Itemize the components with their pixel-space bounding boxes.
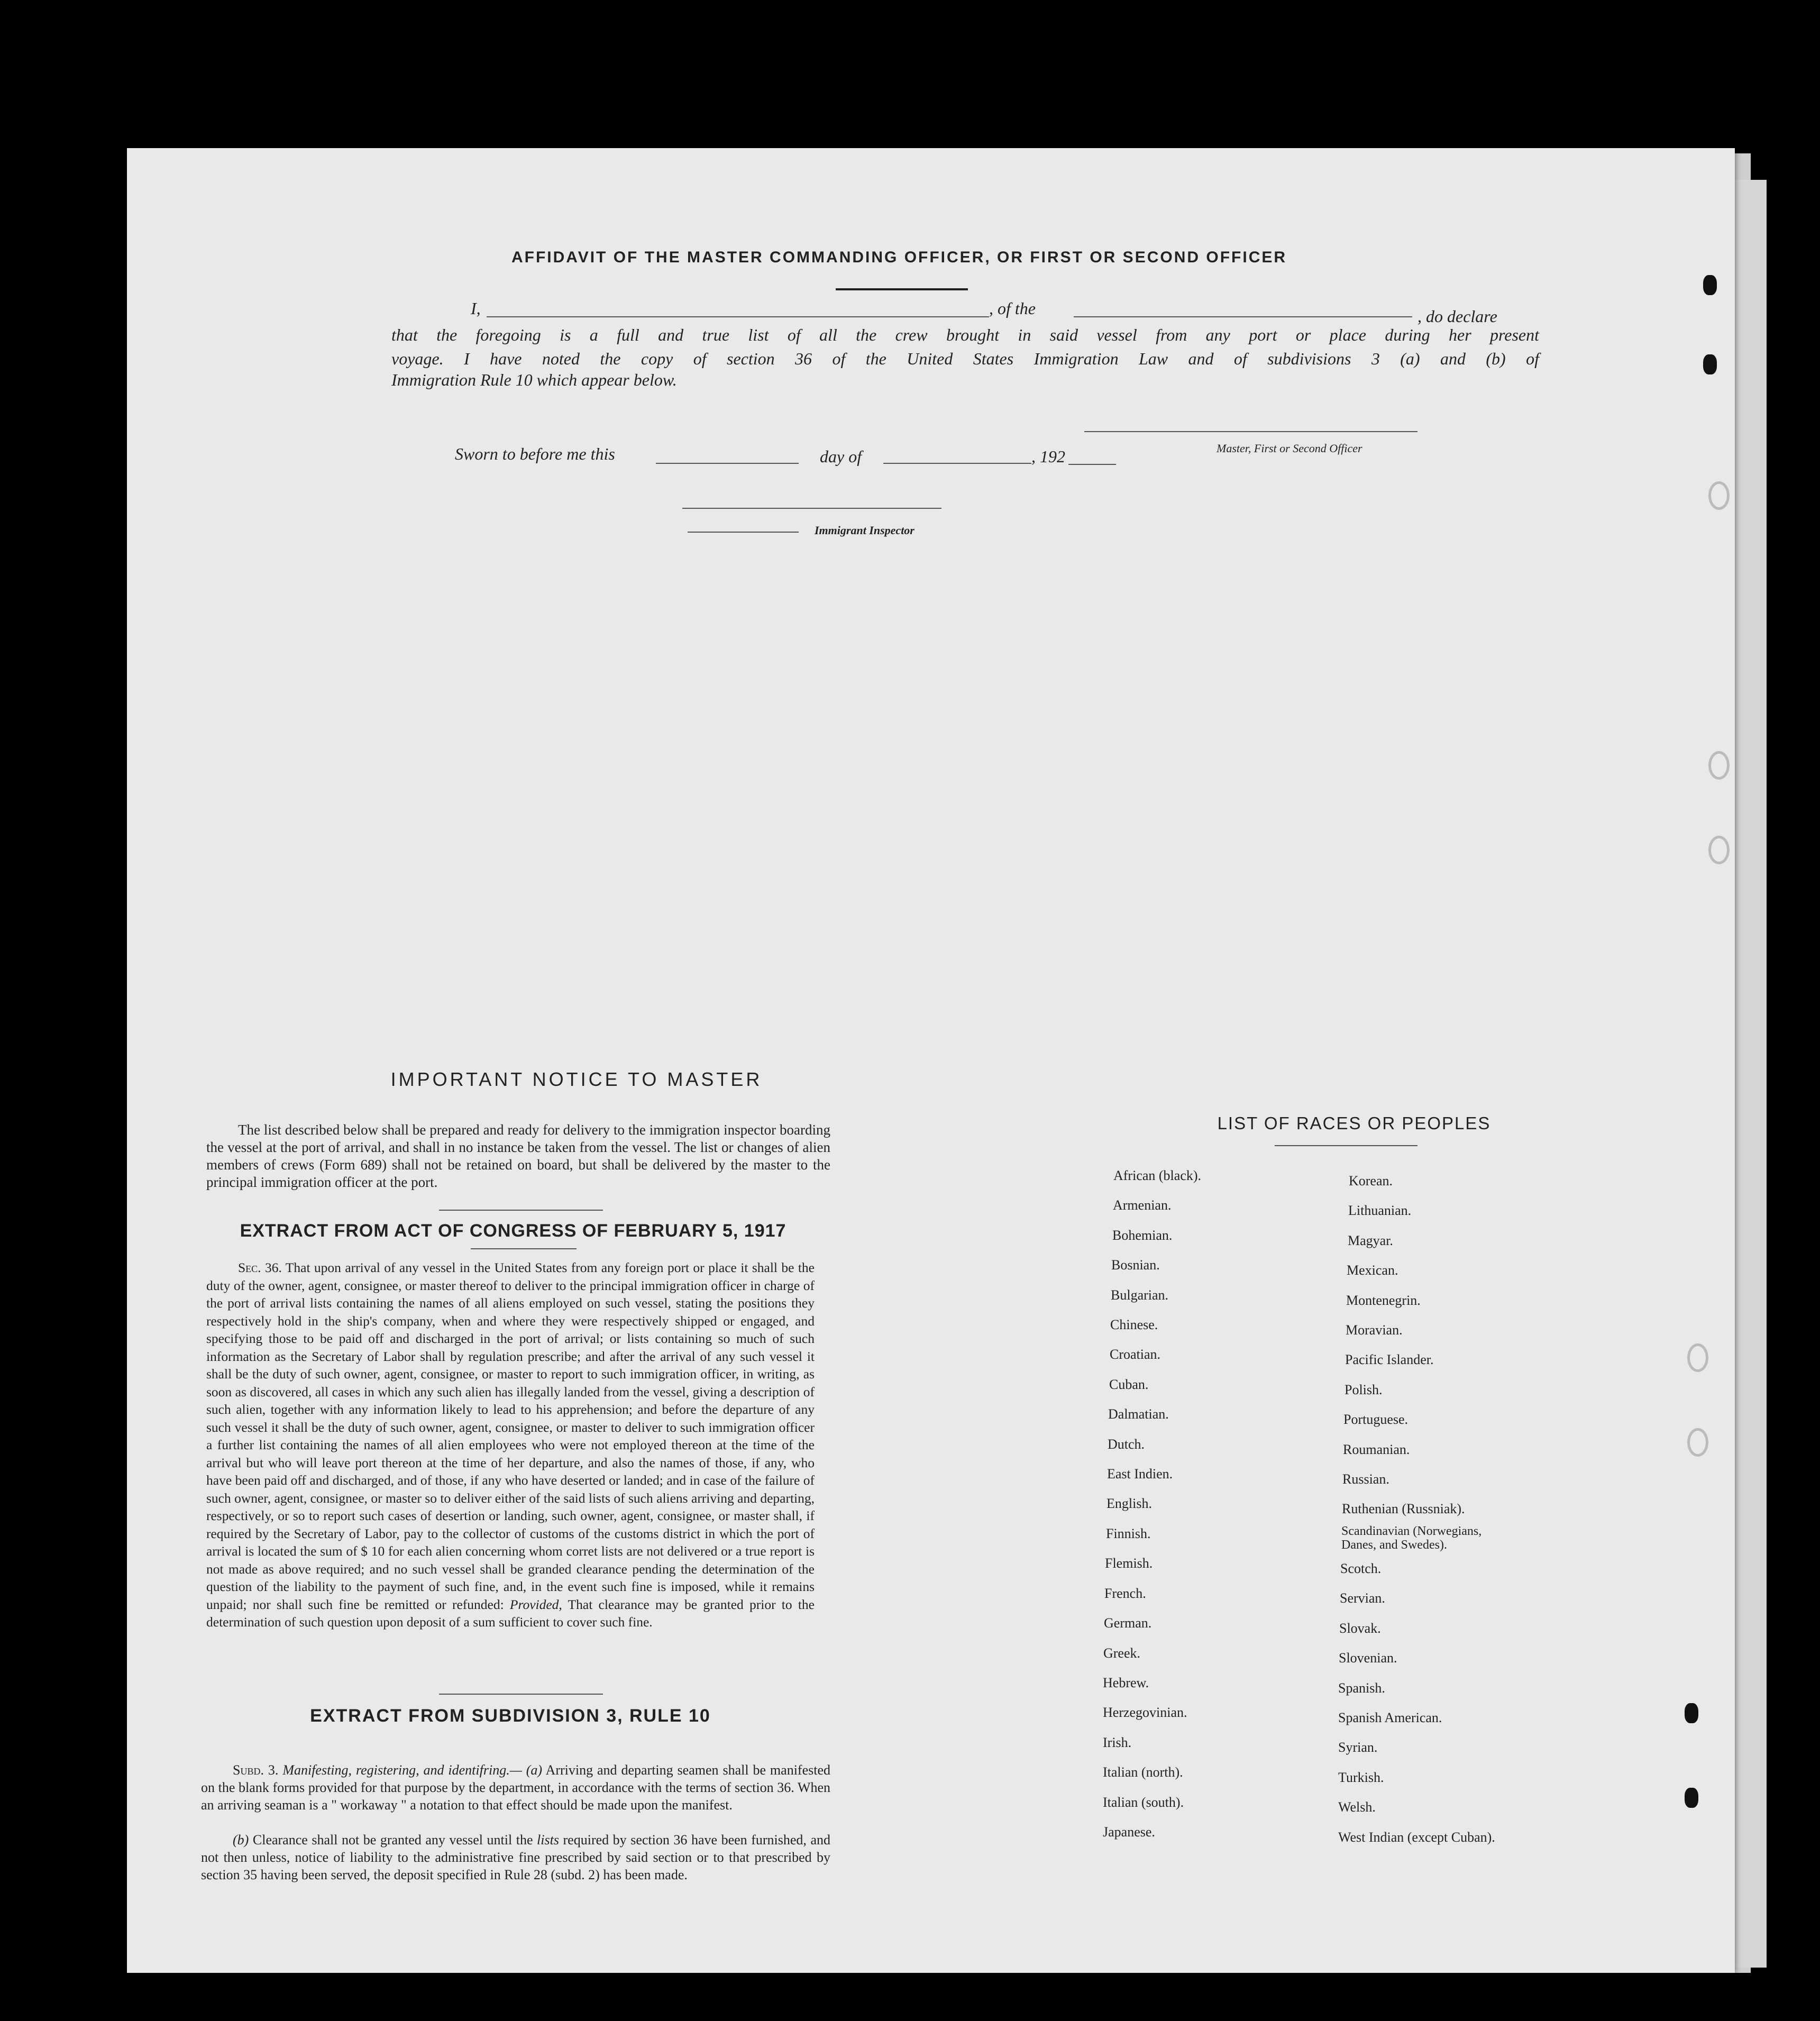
race-item: Scotch. (1340, 1560, 1382, 1576)
rule-para-b-label: (b) (233, 1832, 249, 1848)
race-item: Syrian. (1338, 1740, 1378, 1755)
race-item: Russian. (1342, 1471, 1389, 1487)
divider (471, 1248, 577, 1249)
affidavit-line4: Immigration Rule 10 which appear below. (391, 370, 677, 389)
divider (439, 1210, 603, 1211)
day-of-text: day of (820, 447, 862, 466)
race-item: Polish. (1345, 1382, 1383, 1397)
race-item: Bosnian. (1111, 1257, 1160, 1273)
affidavit-line2: that the foregoing is a full and true list of all the crew brought in said vessel from any port or place during her present (391, 325, 1539, 344)
race-item: Portuguese. (1343, 1412, 1409, 1428)
affidavit-i: I, (471, 299, 481, 318)
year-line (1068, 464, 1116, 465)
year-text: , 192 (1031, 447, 1065, 466)
divider (1275, 1145, 1417, 1146)
month-line (883, 463, 1031, 464)
master-sig-line (1084, 431, 1417, 432)
affidavit-declare: , do declare (1417, 307, 1497, 326)
act-text: That upon arrival of any vessel in the United States from any foreign port or place it shall be the duty of the owner, agent, consignee, or master thereof to deliver to the principal immigration officer in charge of the port of arrival lists containing the names of all aliens employed on such vessel, stating the positions they respectively hold in the ship's company, when and where they were respectively shipped or engaged, and specifying those to be paid off and discharged in the port of arrival; or lists containing so much of such information as the Secretary of Labor shall by regulation prescribe; and after the arrival of any such vessel it shall be the duty of such owner, agent, consignee, or master to report to such immigration officer, in writing, as soon as discovered, all cases in which any such alien has illegally landed from the vessel, giving a description of such alien, together with any information likely to lead to his apprehension; and before the departure of any such vessel it shall be the duty of such owner, agent, consignee, or master to deliver to such immigration officer a further list containing the names of all alien employees who were not employed thereon at the time of the arrival but who will leave port thereon at the time of her departure, and also the names of those, if any, who have been paid off and discharged, and of those, if any who have deserted or landed; and in case of the failure of such owner, agent, consignee, or master so to deliver either of the said lists of such aliens arriving and departing, respectively, or so to report such cases of desertion or landing, such owner, agent, consignee, or master shall, if required by the Secretary of Labor, pay to the collector of customs of the customs district in which the port of arrival is located the sum of $ 10 for each alien concerning whom corret lists are not delivered or a true report is not made as above required; and no such vessel shall be granded clearance pending the determination of the question of the liability to the payment of such fine, and, in the event such fine is imposed, while it remains unpaid; nor shall such fine be remitted or refunded: (206, 1260, 815, 1612)
notice-body: The list described below shall be prepared and ready for delivery to the immigration inspector boarding the vessel at the port of arrival, and shall in no instance be taken from the vessel. The list or changes of alien members of crews (Form 689) shall not be retained on board, but shall be delivered by the master to the principal immigration officer at the port. (206, 1122, 830, 1190)
punch-hole (1685, 1703, 1698, 1723)
races-left-column (1103, 1161, 1201, 1847)
race-item: Croatian. (1110, 1347, 1161, 1362)
rule-subd-heading: Manifesting, registering, and identifring.— (a) (282, 1762, 543, 1778)
rule-title: EXTRACT FROM SUBDIVISION 3, RULE 10 (310, 1706, 711, 1726)
race-item: Magyar. (1348, 1232, 1393, 1248)
affidavit-line3: voyage. I have noted the copy of section 36 of the United States Immigration Law and of subdivisions 3 (a) and (b) of (391, 349, 1539, 368)
race-item: Spanish American. (1338, 1709, 1442, 1725)
race-item: African (black). (1113, 1168, 1202, 1183)
rule-para-a (201, 1761, 830, 1814)
race-item: Ruthenian (Russniak). (1342, 1501, 1465, 1517)
rule-para-b-post: required by section 36 have been furnished, and not then unless, notice of liability to the administrative fine prescribed by said section or to that prescribed by section 35 having been served, the deposit specified in Rule 28 (subd. 2) has been made. (201, 1832, 830, 1882)
master-sig-label: Master, First or Second Officer (1217, 442, 1362, 455)
race-item: Mexican. (1347, 1263, 1398, 1278)
name-line (487, 316, 989, 317)
race-item: Slovenian. (1339, 1650, 1397, 1666)
sworn-line (656, 463, 799, 464)
race-item: Chinese. (1110, 1317, 1158, 1333)
race-item: Welsh. (1338, 1799, 1376, 1815)
race-item: West Indian (except Cuban). (1338, 1829, 1495, 1845)
inspector-line (688, 532, 799, 533)
race-item: Montenegrin. (1346, 1292, 1421, 1308)
race-item: German. (1104, 1615, 1152, 1631)
race-item: Flemish. (1105, 1556, 1153, 1571)
race-item: Hebrew. (1103, 1675, 1149, 1690)
race-item: Spanish. (1338, 1680, 1385, 1696)
race-item: East Indien. (1107, 1466, 1173, 1482)
race-item: Greek. (1103, 1645, 1141, 1661)
act-title: EXTRACT FROM ACT OF CONGRESS OF FEBRUARY 5, 1917 (240, 1221, 786, 1241)
ring-hole (1708, 751, 1730, 780)
affidavit-page (127, 148, 1735, 1973)
divider (439, 1694, 603, 1695)
sworn-text: Sworn to before me this (455, 444, 615, 463)
race-item: Italian (north). (1103, 1764, 1183, 1780)
race-item: Turkish. (1338, 1769, 1384, 1785)
inspector-line-top (682, 508, 941, 509)
act-provided-label: Provided, (509, 1596, 562, 1612)
race-item: Dalmatian. (1108, 1406, 1169, 1422)
race-item: Bohemian. (1112, 1227, 1173, 1243)
rule-para-b-lists: lists (537, 1832, 559, 1848)
vessel-line (1074, 316, 1412, 317)
rule-para-b-pre: Clearance shall not be granted any vessel until the (252, 1832, 533, 1848)
act-sec-label: Sec. 36. (238, 1260, 282, 1275)
ring-hole (1687, 1428, 1708, 1457)
punch-hole (1703, 275, 1717, 295)
rule-para-b (201, 1831, 830, 1883)
race-item: Dutch. (1108, 1436, 1145, 1452)
race-item: French. (1104, 1585, 1146, 1601)
affidavit-of: , of the (989, 299, 1036, 318)
inspector-label: Immigrant Inspector (815, 524, 914, 537)
race-item: Servian. (1340, 1590, 1385, 1606)
punch-hole (1703, 354, 1717, 374)
notice-title: IMPORTANT NOTICE TO MASTER (390, 1068, 763, 1090)
race-item: Slovak. (1339, 1620, 1381, 1636)
rule-para-a-text: Arriving and departing seamen shall be manifested on the blank forms provided for that purpose by the department, in accordance with the terms of section 36. When an arriving seaman is a " workaway " a notation to that effect should be made upon the manifest. (201, 1762, 830, 1813)
race-item: English. (1106, 1496, 1152, 1512)
rule-subd-label: Subd. 3. (233, 1762, 279, 1778)
race-item: Roumanian. (1343, 1441, 1410, 1457)
ring-hole (1687, 1343, 1708, 1372)
races-right-column (1338, 1166, 1511, 1852)
race-item: Finnish. (1106, 1525, 1151, 1541)
race-item: Italian (south). (1103, 1794, 1184, 1810)
act-body (206, 1259, 815, 1631)
race-item: Japanese. (1103, 1824, 1155, 1840)
race-item: Lithuanian. (1348, 1203, 1412, 1219)
race-item: Herzegovinian. (1103, 1705, 1187, 1721)
race-item: Cuban. (1109, 1376, 1149, 1392)
punch-hole (1685, 1788, 1698, 1808)
divider (836, 288, 968, 290)
races-title: LIST OF RACES OR PEOPLES (1217, 1113, 1491, 1133)
ring-hole (1708, 836, 1730, 864)
ring-hole (1708, 481, 1730, 510)
race-item: Moravian. (1346, 1322, 1403, 1338)
race-item: Scandinavian (Norwegians, Danes, and Swedes). (1341, 1524, 1482, 1552)
race-item: Armenian. (1113, 1197, 1172, 1213)
race-item: Pacific Islander. (1345, 1352, 1434, 1368)
act-provided-text: That clearance may be granted prior to the determination of such question upon deposit of a sum sufficient to cover such fine. (206, 1596, 815, 1630)
race-item: Korean. (1349, 1173, 1393, 1188)
race-item: Bulgarian. (1111, 1287, 1169, 1303)
affidavit-title: AFFIDAVIT OF THE MASTER COMMANDING OFFICER, OR FIRST OR SECOND OFFICER (511, 249, 1287, 266)
race-item: Irish. (1103, 1734, 1132, 1750)
